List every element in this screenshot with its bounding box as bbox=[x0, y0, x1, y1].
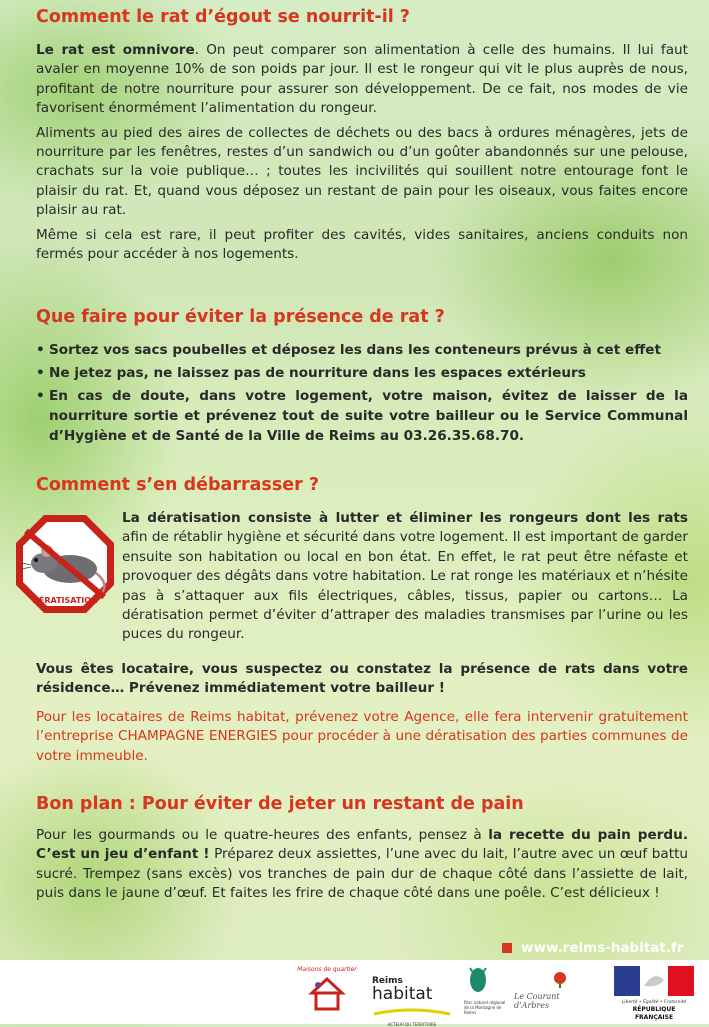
website-url[interactable]: www.reims-habitat.fr bbox=[521, 940, 684, 956]
feeding-text-1: . On peut comparer son alimentation à celle des humains. Il lui faut avaler en moyenne 10% de son poids par jour. Il est le rongeur qui vit le plus auprès de nous, profitant de notre nourriture pour assurer son développement. De ce fait, nos modes de vie favorisent énormément l’alimentation du rongeur. bbox=[36, 42, 688, 117]
feeding-paragraph-3: Même si cela est rare, il peut profiter des cavités, vides sanitaires, anciens conduits non fermés pour accéder à nos logements. bbox=[36, 226, 688, 263]
section-title-removal: Comment s’en débarrasser ? bbox=[36, 475, 319, 495]
tip-paragraph-wrap bbox=[36, 826, 688, 904]
maisons-logo-text: Maisons de quartier bbox=[297, 966, 357, 973]
tip-paragraph bbox=[36, 826, 688, 904]
rf-motto: Liberté • Égalité • Fraternité bbox=[621, 1000, 687, 1005]
prevention-bullet-1: • Sortez vos sacs poubelles et déposez les dans les conteneurs prévus à cet effet bbox=[36, 340, 688, 360]
courant-logo-text: Le Courant d’Arbres bbox=[514, 992, 560, 1010]
tenant-warning: Vous êtes locataire, vous suspectez ou constatez la présence de rats dans votre résidence… Prévenez immédiatement votre bailleur ! bbox=[36, 661, 688, 697]
removal-paragraph-1 bbox=[122, 509, 688, 645]
sign-label: DÉRATISATION bbox=[32, 596, 98, 605]
section-feeding bbox=[36, 6, 688, 28]
prevention-list bbox=[36, 340, 688, 449]
reims-habitat-logo bbox=[372, 966, 452, 1027]
feeding-paragraph-2: Aliments au pied des aires de collectes de déchets ou des bacs à ordures ménagères, jets de nourriture par les fenêtres, restes d’un sandwich ou d’un goûter abandonnés sur une pelouse, crachats sur la voie publique… ; toutes les incivilités qui souillent notre entourage font le plaisir du rat. Et, quand vous déposez un restant de pain pour les oiseaux, vous faites encore plaisir au rat. bbox=[36, 124, 688, 219]
feeding-paragraphs bbox=[36, 41, 688, 264]
feeding-paragraph-1 bbox=[36, 41, 688, 119]
square-bullet-icon bbox=[502, 943, 512, 953]
deer-icon bbox=[464, 966, 506, 996]
flower-icon bbox=[514, 966, 586, 988]
removal-intro bbox=[122, 509, 688, 645]
house-icon bbox=[296, 973, 358, 1013]
tip-text-bold: la recette du pain perdu. C’est un jeu d’enfant ! bbox=[36, 827, 688, 863]
feeding-lead: Le rat est omnivore bbox=[36, 42, 195, 58]
maisons-de-quartier-logo bbox=[296, 966, 358, 1018]
prevention-bullet-3: • En cas de doute, dans votre logement, votre maison, évitez de laisser de la nourriture sortie et prévenez tout de suite votre bailleur ou le Service Communal d’Hygiène et de Santé de la Ville de Reims au 03.26.35.68.70. bbox=[36, 386, 688, 446]
removal-text-1: afin de rétablir hygiène et sécurité dans votre logement. Il est important de garder ensuite son habitation ou local en bon état. En effet, le rat peut être néfaste et provoquer des dégâts dans votre habitation. Le rat ronge les matériaux et n’hésite pas à s’attaquer aux fils électriques, câbles, tissus, papier ou cartons… La dératisation permet d’éviter d’attraper des maladies transmises par l’urine ou les puces du rongeur. bbox=[122, 529, 688, 643]
habitat-swoosh-icon bbox=[372, 1008, 452, 1018]
habitat-logo-text: habitat bbox=[372, 984, 433, 1004]
website-link[interactable] bbox=[502, 940, 684, 956]
parc-naturel-logo bbox=[464, 966, 506, 1018]
section-title-tip: Bon plan : Pour éviter de jeter un restant de pain bbox=[36, 794, 524, 814]
rat-warning-sign-icon bbox=[14, 513, 116, 615]
section-title-prevention: Que faire pour éviter la présence de rat ? bbox=[36, 307, 445, 327]
section-tip bbox=[36, 793, 688, 815]
section-prevention bbox=[36, 306, 688, 328]
parc-logo-text: Parc naturel régional de la Montagne de Reims bbox=[464, 1000, 506, 1015]
tip-text-a: Pour les gourmands ou le quatre-heures des enfants, pensez à bbox=[36, 827, 489, 843]
removal-paragraphs bbox=[36, 660, 688, 766]
french-flag-icon bbox=[614, 966, 694, 996]
reims-habitat-notice: Pour les locataires de Reims habitat, prévenez votre Agence, elle fera intervenir gratuitement l’entreprise CHAMPAGNE ENERGIES pour procéder à une dératisation des parties communes de votre immeuble. bbox=[36, 708, 688, 764]
section-title-feeding: Comment le rat d’égout se nourrit-il ? bbox=[36, 7, 410, 27]
rf-name: RÉPUBLIQUE FRANÇAISE bbox=[632, 1006, 676, 1021]
tip-text-c: Préparez deux assiettes, l’une avec du lait, l’autre avec un œuf battu sucré. Trempez (sans excès) vos tranches de pain dur de chaque côté dans l’assiette de lait, puis dans le jaune d’œuf. Et faites les frire de chaque côté dans une poêle. C’est délicieux ! bbox=[36, 846, 689, 902]
courant-arbres-logo bbox=[514, 966, 586, 1018]
removal-lead: La dératisation consiste à lutter et éliminer les rongeurs dont les rats bbox=[122, 510, 688, 526]
reims-logo-text: Reims bbox=[372, 976, 403, 986]
section-removal bbox=[36, 474, 688, 496]
habitat-logo-sub: ACTEUR DU TERRITOIRE bbox=[387, 1022, 437, 1027]
republique-francaise-logo bbox=[614, 966, 694, 1021]
prevention-bullet-2: • Ne jetez pas, ne laissez pas de nourriture dans les espaces extérieurs bbox=[36, 363, 688, 383]
